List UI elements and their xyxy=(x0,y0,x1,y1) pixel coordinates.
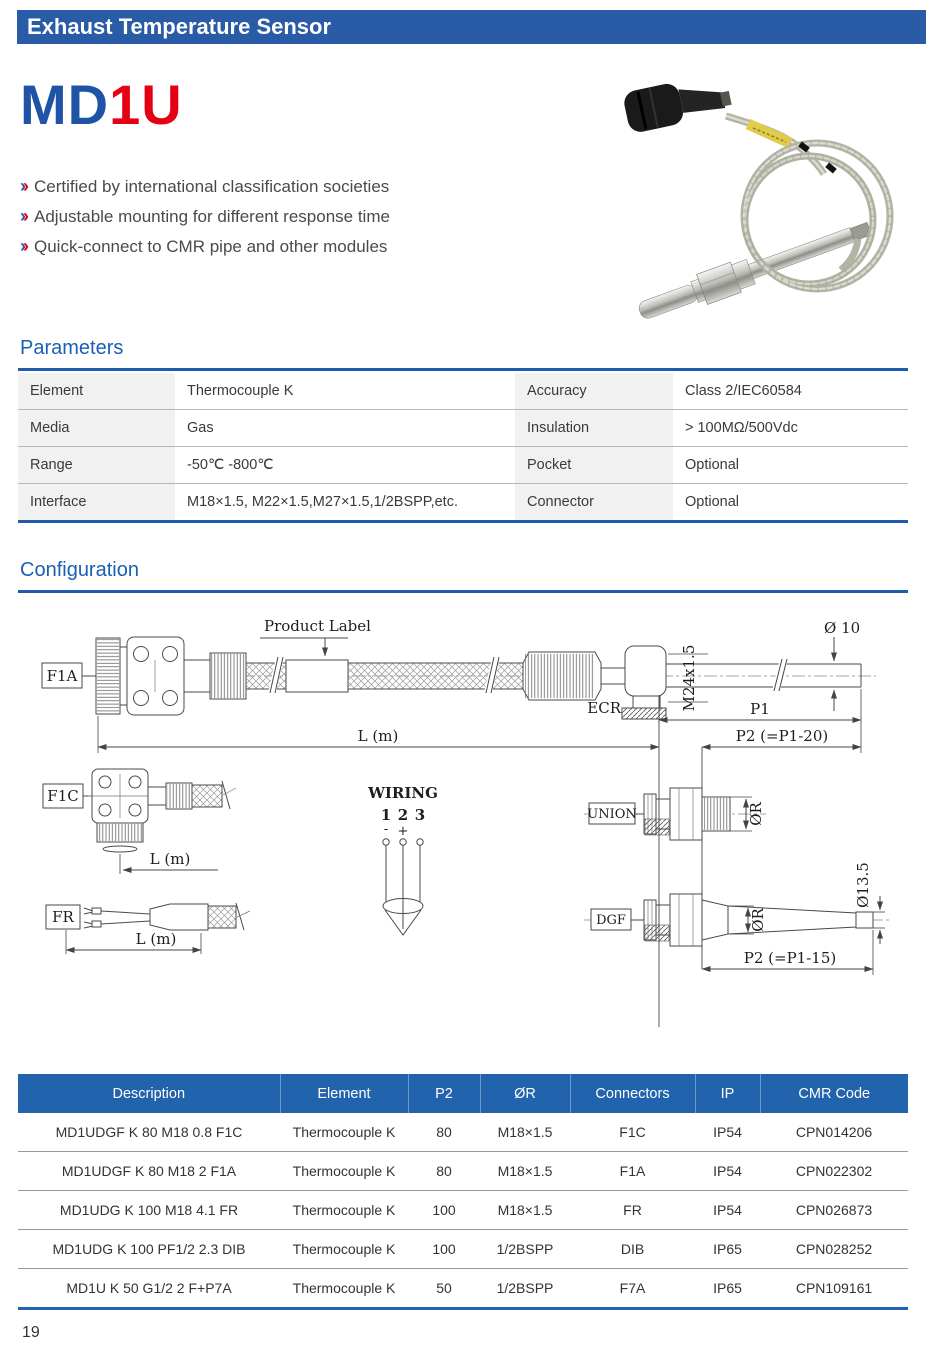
table-row xyxy=(18,1152,908,1191)
dia10-dimension: Ø 10 xyxy=(824,619,861,637)
feature-item xyxy=(20,206,390,227)
cell-ip: IP65 xyxy=(713,1241,742,1257)
cell-ip: IP65 xyxy=(713,1280,742,1296)
union-hex-nut xyxy=(670,788,702,840)
param-value: M18×1.5, M22×1.5,M27×1.5,1/2BSPP,etc. xyxy=(187,494,458,510)
product-label-text: Product Label xyxy=(264,617,371,635)
f1a-drawing xyxy=(42,617,876,753)
selection-table-header-row xyxy=(18,1074,908,1113)
param-label: Range xyxy=(18,447,175,484)
cell-cmr-code: CPN022302 xyxy=(795,1163,873,1179)
f1a-label: F1A xyxy=(46,667,78,685)
parameters-table xyxy=(18,373,908,523)
feature-item xyxy=(20,176,390,197)
col-header-diaR: ØR xyxy=(480,1074,570,1113)
ecr-nut xyxy=(625,646,666,696)
product-label-plate xyxy=(286,660,348,692)
cell-diaR: 1/2BSPP xyxy=(496,1280,554,1296)
cell-element: Thermocouple K xyxy=(292,1163,396,1179)
page-header-title: Exhaust Temperature Sensor xyxy=(27,14,332,39)
param-label: Element xyxy=(18,373,175,410)
selection-table-section xyxy=(18,1074,908,1310)
param-label: Media xyxy=(18,410,175,447)
pin-3: 3 xyxy=(414,806,426,824)
param-label: Insulation xyxy=(515,410,673,447)
cell-element: Thermocouple K xyxy=(292,1241,396,1257)
table-row xyxy=(18,1230,908,1269)
pin-1: 1 xyxy=(380,806,392,824)
feature-text: Quick-connect to CMR pipe and other modules xyxy=(34,237,388,256)
cell-connectors: F1C xyxy=(619,1124,646,1140)
parameters-heading: Parameters xyxy=(20,337,124,359)
fr-label: FR xyxy=(52,908,74,926)
double-chevron-icon: ›› xyxy=(20,236,26,256)
param-label: Interface xyxy=(18,484,175,522)
selection-table xyxy=(18,1074,908,1310)
dgf-hex-nut xyxy=(670,894,702,946)
param-value: Gas xyxy=(187,420,214,436)
feature-item xyxy=(20,236,390,257)
param-value: Optional xyxy=(685,494,740,510)
union-label: UNION xyxy=(587,807,637,822)
param-label: Pocket xyxy=(515,447,673,484)
cell-diaR: M18×1.5 xyxy=(497,1202,553,1218)
dia135-dimension: Ø13.5 xyxy=(854,862,872,908)
cell-diaR: M18×1.5 xyxy=(497,1163,553,1179)
cell-ip: IP54 xyxy=(713,1163,742,1179)
product-model-title xyxy=(20,72,183,137)
page-header-bar xyxy=(17,10,926,44)
col-header-ip: IP xyxy=(695,1074,760,1113)
cell-connectors: F1A xyxy=(619,1163,646,1179)
param-value: > 100MΩ/500Vdc xyxy=(685,420,798,436)
f1c-drawing xyxy=(43,769,236,874)
section-rule xyxy=(18,590,908,593)
union-drawing xyxy=(584,788,766,840)
cell-description: MD1UDG K 100 M18 4.1 FR xyxy=(59,1202,239,1218)
product-photo xyxy=(598,64,920,342)
cell-connectors: FR xyxy=(623,1202,642,1218)
col-header-element: Element xyxy=(280,1074,408,1113)
feature-text: Adjustable mounting for different response time xyxy=(34,207,390,226)
col-header-p2: P2 xyxy=(408,1074,480,1113)
diaR-dimension: ØR xyxy=(749,908,767,932)
model-name-red: 1U xyxy=(109,73,183,136)
cell-cmr-code: CPN026873 xyxy=(795,1202,873,1218)
cell-p2: 100 xyxy=(432,1202,456,1218)
dgf-drawing xyxy=(584,862,890,975)
model-name-blue: MD xyxy=(20,73,110,136)
cell-ip: IP54 xyxy=(713,1202,742,1218)
cell-description: MD1UDG K 100 PF1/2 2.3 DIB xyxy=(52,1241,246,1257)
col-header-connectors: Connectors xyxy=(570,1074,695,1113)
parameter-row xyxy=(18,410,908,447)
table-row xyxy=(18,1191,908,1230)
cell-connectors: DIB xyxy=(620,1241,645,1257)
cell-element: Thermocouple K xyxy=(292,1202,396,1218)
parameter-row xyxy=(18,447,908,484)
pin-2-polarity: + xyxy=(397,824,409,839)
cell-p2: 100 xyxy=(432,1241,456,1257)
dgf-label: DGF xyxy=(596,913,626,928)
feature-list xyxy=(20,176,390,266)
sensor-probe xyxy=(635,214,875,328)
diaR-dimension: ØR xyxy=(747,802,765,826)
ecr-label: ECR xyxy=(587,699,621,717)
cell-p2: 80 xyxy=(436,1163,452,1179)
cell-p2: 50 xyxy=(436,1280,452,1296)
fr-drawing xyxy=(46,903,250,954)
fr-sleeve xyxy=(150,904,208,930)
double-chevron-icon: ›› xyxy=(20,176,26,196)
wiring-title: WIRING xyxy=(368,784,438,802)
param-value: Thermocouple K xyxy=(187,383,294,399)
double-chevron-icon: ›› xyxy=(20,206,26,226)
col-header-description: Description xyxy=(18,1074,280,1113)
configuration-section xyxy=(18,559,908,1039)
param-value: Class 2/IEC60584 xyxy=(685,383,802,399)
dgf-tapered-pocket xyxy=(728,906,856,934)
cell-cmr-code: CPN028252 xyxy=(795,1241,873,1257)
parameter-row xyxy=(18,484,908,522)
param-label: Accuracy xyxy=(515,373,673,410)
param-value: -50℃ -800℃ xyxy=(187,457,274,473)
cell-cmr-code: CPN109161 xyxy=(795,1280,873,1296)
cell-ip: IP54 xyxy=(713,1124,742,1140)
cell-diaR: 1/2BSPP xyxy=(496,1241,554,1257)
pin-1-polarity: - xyxy=(383,822,389,837)
f1c-label: F1C xyxy=(47,787,79,805)
p2-dimension-f1a: P2 (=P1-20) xyxy=(735,727,829,745)
configuration-drawing xyxy=(18,597,904,1039)
length-dimension: L (m) xyxy=(135,930,177,948)
length-dimension: L (m) xyxy=(357,727,399,745)
pin-2: 2 xyxy=(397,806,409,824)
parameter-row xyxy=(18,373,908,410)
page-number: 19 xyxy=(22,1324,40,1341)
p1-dimension: P1 xyxy=(750,700,770,718)
col-header-cmr-code: CMR Code xyxy=(760,1074,908,1113)
cell-element: Thermocouple K xyxy=(292,1280,396,1296)
cell-description: MD1UDGF K 80 M18 0.8 F1C xyxy=(55,1124,243,1140)
feature-text: Certified by international classification societies xyxy=(34,177,390,196)
cell-connectors: F7A xyxy=(619,1280,646,1296)
cell-p2: 80 xyxy=(436,1124,452,1140)
section-rule xyxy=(18,368,908,371)
length-dimension: L (m) xyxy=(149,850,191,868)
cell-description: MD1U K 50 G1/2 2 F+P7A xyxy=(66,1280,232,1296)
cell-description: MD1UDGF K 80 M18 2 F1A xyxy=(61,1163,237,1179)
p2-dimension-dgf: P2 (=P1-15) xyxy=(743,949,837,967)
cell-diaR: M18×1.5 xyxy=(497,1124,553,1140)
configuration-heading: Configuration xyxy=(20,559,139,581)
wiring-diagram xyxy=(367,784,438,935)
thread-dimension: M24x1.5 xyxy=(680,644,698,712)
cell-element: Thermocouple K xyxy=(292,1124,396,1140)
parameters-section xyxy=(18,337,908,523)
param-value: Optional xyxy=(685,457,740,473)
param-label: Connector xyxy=(515,484,673,522)
cell-cmr-code: CPN014206 xyxy=(795,1124,873,1140)
connector-plug xyxy=(622,71,733,134)
table-row xyxy=(18,1113,908,1152)
table-row xyxy=(18,1269,908,1309)
